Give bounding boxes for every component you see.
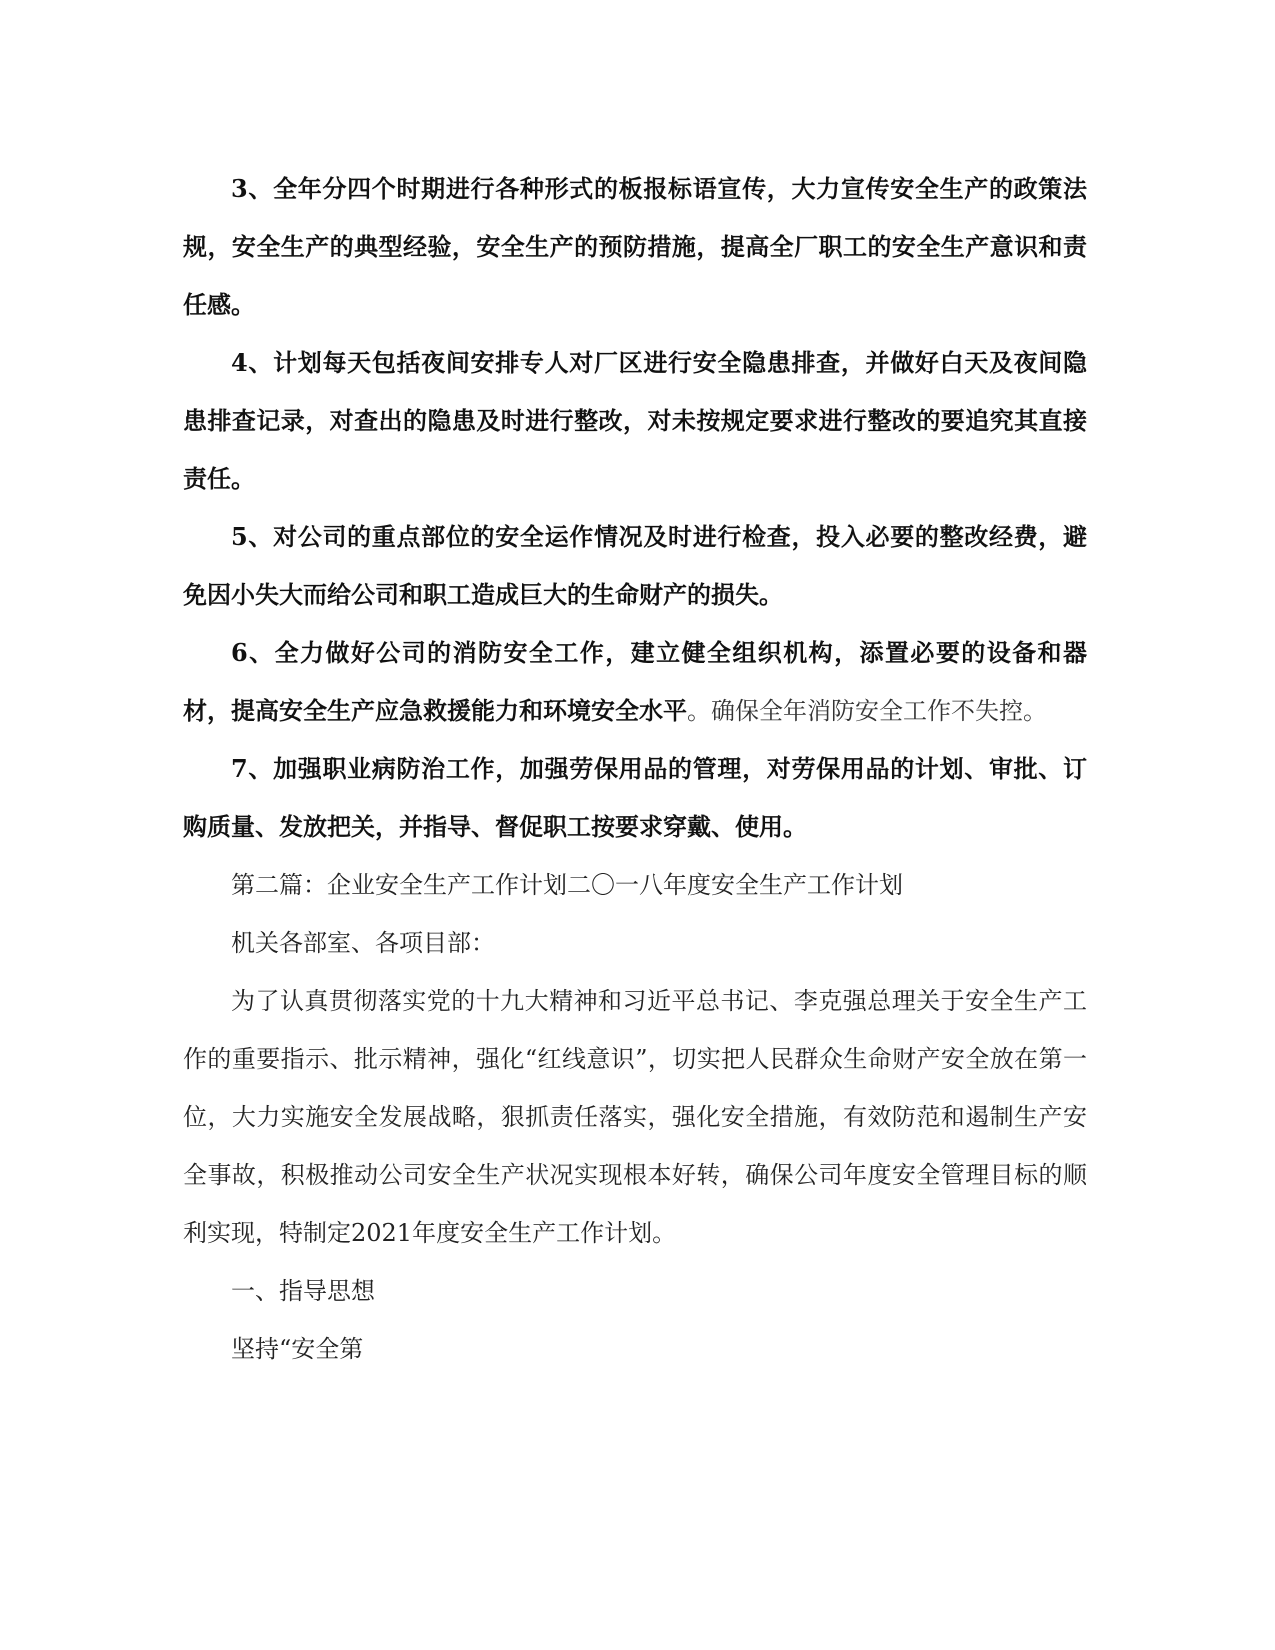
paragraph-item-4: 4、计划每天包括夜间安排专人对厂区进行安全隐患排查，并做好白天及夜间隐患排查记录，对查出的隐患及时进行整改，对未按规定要求进行整改的要追究其直接责任。	[183, 348, 1087, 493]
salutation: 机关各部室、各项目部：	[231, 929, 495, 957]
paragraph-truncated: 坚持“安全第	[231, 1335, 364, 1363]
paragraph-item-6-bold: 6、全力做好公司的消防安全工作，建立健全组织机构，添置必要的设备和器材，提高安全生产应急救援能力和环境安全水平	[183, 638, 1087, 725]
paragraph-item-6-tail: 。确保全年消防安全工作不失控。	[687, 697, 1047, 725]
section-heading-guiding-thought: 一、指导思想	[231, 1277, 375, 1305]
section-title-2: 第二篇：企业安全生产工作计划二〇一八年度安全生产工作计划	[231, 871, 903, 899]
paragraph-item-5: 5、对公司的重点部位的安全运作情况及时进行检查，投入必要的整改经费，避免因小失大而给公司和职工造成巨大的生命财产的损失。	[183, 522, 1087, 609]
paragraph-item-3: 3、全年分四个时期进行各种形式的板报标语宣传，大力宣传安全生产的政策法规，安全生产的典型经验，安全生产的预防措施，提高全厂职工的安全生产意识和责任感。	[183, 174, 1087, 319]
intro-paragraph: 为了认真贯彻落实党的十九大精神和习近平总书记、李克强总理关于安全生产工作的重要指示、批示精神，强化“红线意识”，切实把人民群众生命财产安全放在第一位，大力实施安全发展战略，狠抓责任落实，强化安全措施，有效防范和遏制生产安全事故，积极推动公司安全生产状况实现根本好转，确保公司年度安全管理目标的顺利实现，特制定2021年度安全生产工作计划。	[183, 987, 1087, 1247]
document-body	[183, 160, 1087, 1378]
paragraph-item-6	[183, 624, 1087, 740]
paragraph-item-7: 7、加强职业病防治工作，加强劳保用品的管理，对劳保用品的计划、审批、订购质量、发放把关，并指导、督促职工按要求穿戴、使用。	[183, 754, 1087, 841]
